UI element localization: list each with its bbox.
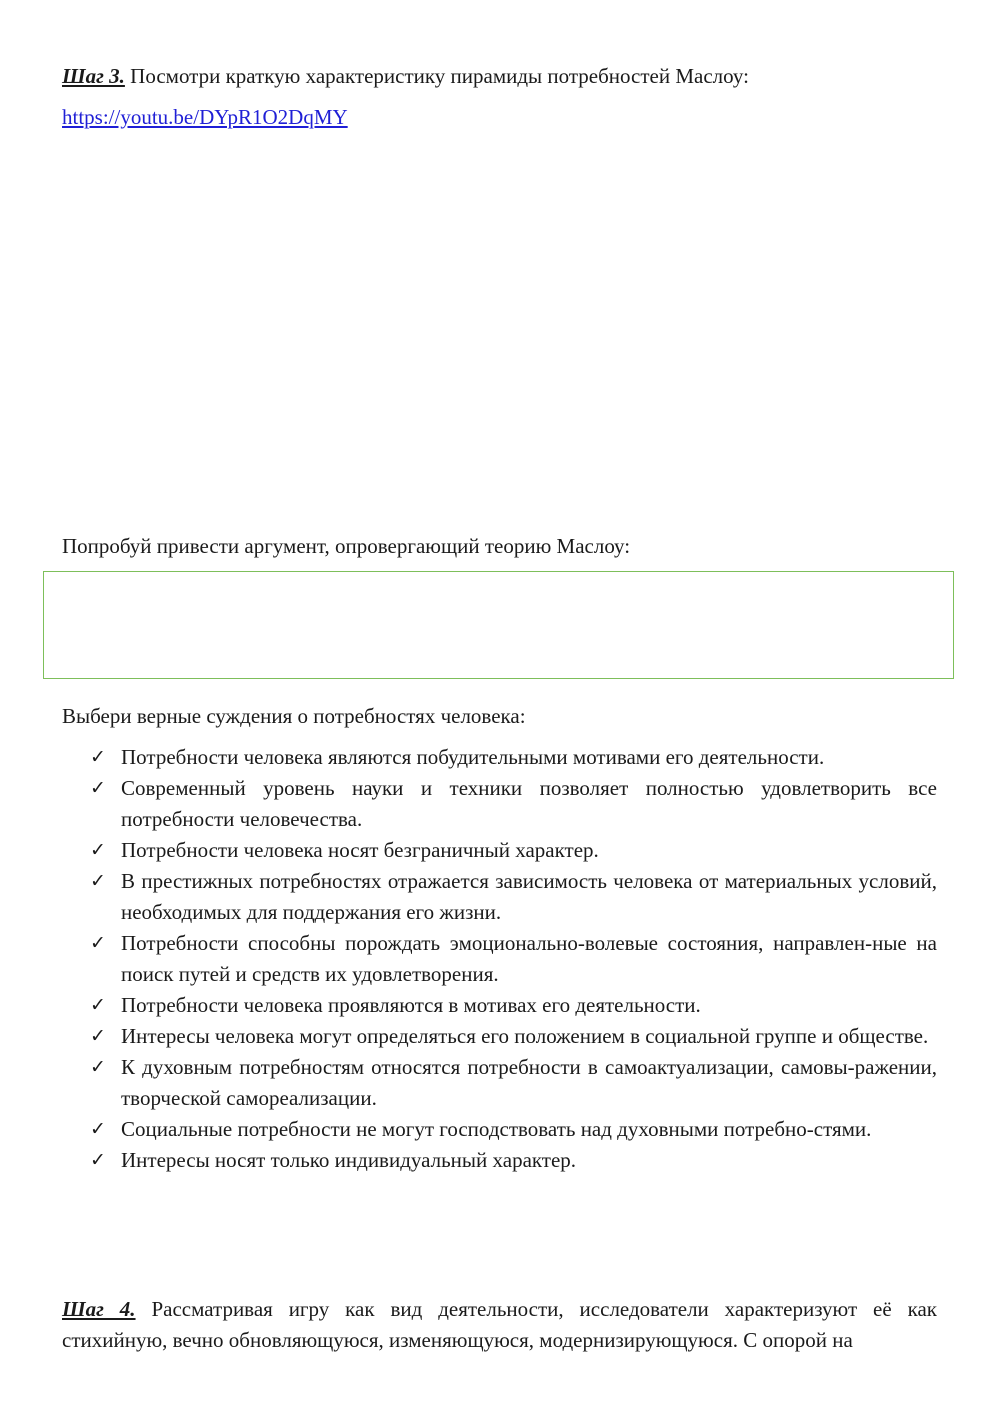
- checkmark-icon: ✓: [90, 932, 106, 954]
- judgment-item[interactable]: [90, 990, 937, 1021]
- step3-heading: [62, 62, 749, 90]
- checkmark-icon: ✓: [90, 1056, 106, 1078]
- video-link[interactable]: https://youtu.be/DYpR1O2DqMY: [62, 105, 348, 129]
- step4-paragraph: [62, 1294, 937, 1356]
- judgment-item[interactable]: [90, 742, 937, 773]
- judgment-text: Интересы человека могут определяться его положением в социальной группе и обществе.: [121, 1024, 929, 1048]
- step4-text: Рассматривая игру как вид деятельности, исследователи характеризуют её как стихийную, вечно обновляющуюся, изменяющуюся, модернизирующуюся. С опорой на: [62, 1297, 937, 1352]
- judgment-item[interactable]: [90, 1145, 937, 1176]
- argument-answer-box[interactable]: [43, 571, 954, 679]
- judgment-text: Потребности способны порождать эмоционально-волевые состояния, направлен-ные на поиск путей и средств их удовлетворения.: [121, 931, 937, 986]
- checkmark-icon: ✓: [90, 1025, 106, 1047]
- judgment-item[interactable]: [90, 1021, 937, 1052]
- step3-label: Шаг 3.: [62, 64, 125, 88]
- judgment-text: Современный уровень науки и техники позволяет полностью удовлетворить все потребности человечества.: [121, 776, 937, 831]
- judgment-item[interactable]: [90, 1114, 937, 1145]
- checkmark-icon: ✓: [90, 1118, 106, 1140]
- step3-text: Посмотри краткую характеристику пирамиды потребностей Маслоу:: [124, 64, 749, 88]
- judgment-text: К духовным потребностям относятся потребности в самоактуализации, самовы-ражении, творческой самореализации.: [121, 1055, 937, 1110]
- checkmark-icon: ✓: [90, 839, 106, 861]
- judgment-text: Потребности человека являются побудительными мотивами его деятельности.: [121, 745, 825, 769]
- judgment-text: Социальные потребности не могут господствовать над духовными потребно-стями.: [121, 1117, 872, 1141]
- judgment-item[interactable]: [90, 928, 937, 990]
- step4-label: Шаг 4.: [62, 1297, 136, 1321]
- checkmark-icon: ✓: [90, 777, 106, 799]
- judgment-item[interactable]: [90, 866, 937, 928]
- judgment-text: Интересы носят только индивидуальный характер.: [121, 1148, 577, 1172]
- judgments-title: Выбери верные суждения о потребностях человека:: [62, 704, 526, 728]
- argument-prompt: Попробуй привести аргумент, опровергающий теорию Маслоу:: [62, 534, 631, 558]
- judgment-text: Потребности человека проявляются в мотивах его деятельности.: [121, 993, 701, 1017]
- judgment-item[interactable]: [90, 1052, 937, 1114]
- checkmark-icon: ✓: [90, 746, 106, 768]
- judgment-item[interactable]: [90, 773, 937, 835]
- judgment-text: Потребности человека носят безграничный характер.: [121, 838, 599, 862]
- judgment-text: В престижных потребностях отражается зависимость человека от материальных условий, необходимых для поддержания его жизни.: [121, 869, 937, 924]
- judgments-list: [90, 742, 937, 1176]
- checkmark-icon: ✓: [90, 1149, 106, 1171]
- checkmark-icon: ✓: [90, 870, 106, 892]
- checkmark-icon: ✓: [90, 994, 106, 1016]
- judgment-item[interactable]: [90, 835, 937, 866]
